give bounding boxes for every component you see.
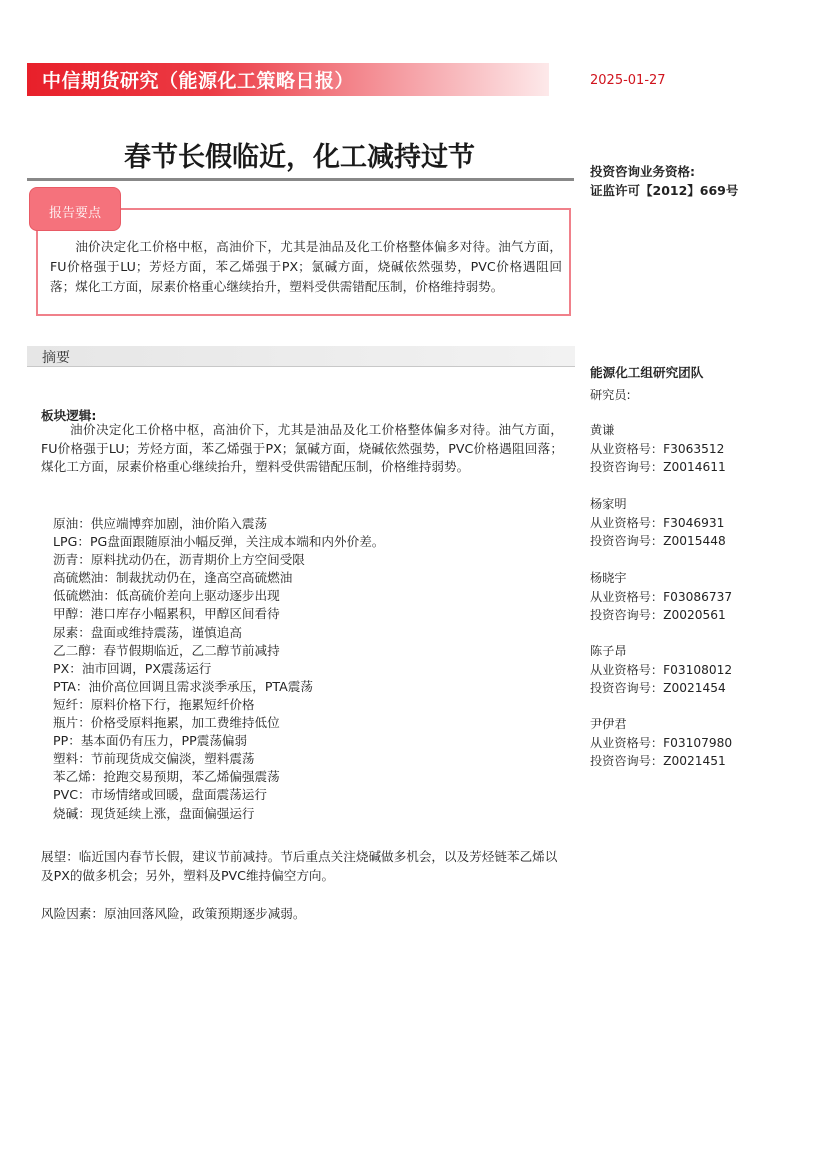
list-item: 甲醇：港口库存小幅累积，甲醇区间看待 [53,606,280,622]
analyst-advisory-id: 投资咨询号：Z0020561 [590,608,726,622]
list-item: 短纤：原料价格下行，拖累短纤价格 [53,696,255,712]
list-item: 沥青：原料扰动仍在，沥青期价上方空间受限 [53,552,305,568]
outlook-text: 展望：临近国内春节长假，建议节前减持。节后重点关注烧碱做多机会，以及芳烃链苯乙烯以及PX的做多机会；另外，塑料及PVC维持偏空方向。 [41,849,558,883]
qualification-label: 投资咨询业务资格: [590,164,695,179]
list-item: PTA：油价高位回调且需求淡季承压，PTA震荡 [53,678,313,694]
key-points-text: 油价决定化工价格中枢，高油价下，尤其是油品及化工价格整体偏多对待。油气方面，FU价格强于LU；芳烃方面，苯乙烯强于PX；氯碱方面，烧碱依然强势，PVC价格遇阻回落；煤化工方面，尿素价格重心继续抬升，塑料受供需错配压制，价格维持弱势。 [50,239,562,294]
researcher-label: 研究员: [590,388,631,402]
analyst-advisory-id: 投资咨询号：Z0021454 [590,681,726,695]
analyst-card [590,421,726,477]
analyst-practice-id: 从业资格号：F3046931 [590,515,725,530]
analyst-card [590,642,732,698]
list-item: 原油：供应端博弈加剧，油价陷入震荡 [53,516,268,531]
list-item: PVC：市场情绪或回暖，盘面震荡运行 [53,787,267,803]
logic-text: 油价决定化工价格中枢，高油价下，尤其是油品及化工价格整体偏多对待。油气方面，FU价格强于LU；芳烃方面，苯乙烯强于PX；氯碱方面，烧碱依然强势，PVC价格遇阻回落；煤化工方面，尿素价格重心继续抬升，塑料受供需错配压制，价格维持弱势。 [41,422,563,474]
list-item: 乙二醇：春节假期临近，乙二醇节前减持 [53,642,280,658]
list-item: 低硫燃油：低高硫价差向上驱动逐步出现 [53,588,280,604]
analyst-name: 陈子昂 [590,644,627,658]
key-points-tab-label: 报告要点 [48,206,101,221]
analyst-practice-id: 从业资格号：F03108012 [590,662,733,677]
analyst-card [590,715,732,771]
analyst-advisory-id: 投资咨询号：Z0014611 [590,460,726,474]
page-title: 春节长假临近，化工减持过节 [124,142,475,173]
summary-section-label: 摘要 [42,350,70,366]
analyst-card [590,569,732,625]
analyst-name: 杨晓宇 [590,571,627,585]
logic-heading: 板块逻辑: [41,408,97,423]
list-item: 瓶片：价格受原料拖累，加工费维持低位 [53,715,280,731]
list-item: 烧碱：现货延续上涨，盘面偏强运行 [53,805,255,821]
analyst-card [590,495,726,551]
list-item: 苯乙烯：抢跑交易预期，苯乙烯偏强震荡 [53,769,280,785]
summary-section-bar [27,346,575,367]
analyst-practice-id: 从业资格号：F03086737 [590,589,733,604]
qualification-value: 证监许可【2012】669号 [590,183,739,198]
analyst-name: 杨家明 [590,497,627,511]
risk-text: 风险因素：原油回落风险，政策预期逐步减弱。 [41,906,306,921]
analyst-name: 黄谦 [590,423,615,437]
list-item: 尿素：盘面或维持震荡，谨慎追高 [53,624,242,640]
analyst-name: 尹伊君 [590,717,627,731]
team-name: 能源化工组研究团队 [590,365,704,380]
sector-list [53,515,563,823]
list-item: PP：基本面仍有压力，PP震荡偏弱 [53,733,248,749]
analyst-advisory-id: 投资咨询号：Z0015448 [590,534,726,548]
list-item: PX：油市回调，PX震荡运行 [53,660,212,676]
title-divider [27,178,574,181]
report-date: 2025-01-27 [590,73,666,88]
analyst-practice-id: 从业资格号：F3063512 [590,441,725,456]
analyst-advisory-id: 投资咨询号：Z0021451 [590,754,726,768]
list-item: LPG：PG盘面跟随原油小幅反弹，关注成本端和内外价差。 [53,534,385,550]
header-title: 中信期货研究（能源化工策略日报） [42,70,355,92]
list-item: 高硫燃油：制裁扰动仍在，逢高空高硫燃油 [53,570,293,586]
list-item: 塑料：节前现货成交偏淡，塑料震荡 [53,751,255,767]
analyst-practice-id: 从业资格号：F03107980 [590,735,733,750]
